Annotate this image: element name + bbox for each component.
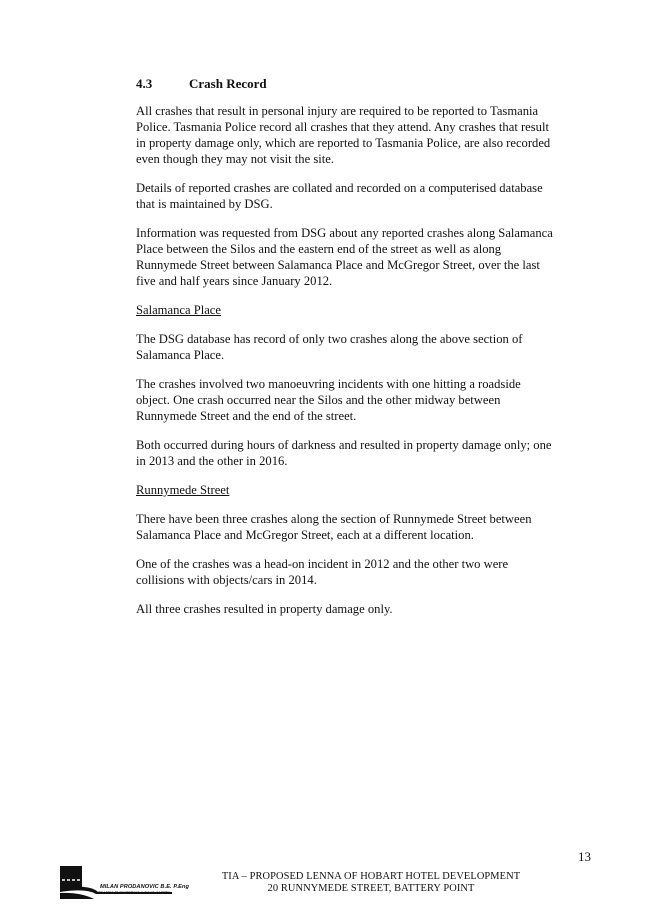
paragraph-request: Information was requested from DSG about any reported crashes along Salamanca Place between the Silos and the eastern end of the street as well as along Runnymede Street between Salamanca Place and McGregor Street, over the last five and half years since January 2012. [136, 226, 553, 288]
paragraph-salamanca-damage: Both occurred during hours of darkness and resulted in property damage only; one in 2013 and the other in 2016. [136, 438, 552, 468]
paragraph-salamanca-record: The DSG database has record of only two crashes along the above section of Salamanca Place. [136, 332, 523, 362]
paragraph-runnymede-damage: All three crashes resulted in property damage only. [136, 602, 393, 616]
section-body [136, 76, 556, 630]
company-logo [60, 866, 189, 902]
footer-title: TIA – PROPOSED LENNA OF HOBART HOTEL DEVELOPMENT [221, 871, 521, 882]
paragraph-salamanca-incidents: The crashes involved two manoeuvring incidents with one hitting a roadside object. One crash occurred near the Silos and the other midway between Runnymede Street and the end of the street. [136, 377, 521, 423]
paragraph-runnymede-types: One of the crashes was a head-on incident in 2012 and the other two were collisions with objects/cars in 2014. [136, 557, 509, 587]
page-footer [200, 871, 542, 895]
subheading-runnymede-street: Runnymede Street [136, 483, 230, 497]
subheading-salamanca-place: Salamanca Place [136, 303, 221, 317]
paragraph-database: Details of reported crashes are collated and recorded on a computerised database that is maintained by DSG. [136, 181, 543, 211]
page-number: 13 [578, 849, 591, 864]
paragraph-reporting: All crashes that result in personal injury are required to be reported to Tasmania Police. Tasmania Police record all crashes that they attend. Any crashes that result in property damage only, which are reported to Tasmania Police, are also recorded even though they may not visit the site. [136, 104, 551, 166]
logo-tagline-text: TRAFFIC ENGINEERING & ROAD SAFETY [98, 891, 170, 895]
footer-address: 20 RUNNYMEDE STREET, BATTERY POINT [267, 883, 475, 894]
logo-name-text: MILAN PRODANOVIC B.E. P.Eng [100, 884, 189, 890]
paragraph-runnymede-crashes: There have been three crashes along the section of Runnymede Street between Salamanca Place and McGregor Street, each at a different location. [136, 512, 532, 542]
section-heading [136, 76, 556, 92]
section-title: Crash Record [189, 76, 267, 91]
section-number: 4.3 [136, 76, 153, 91]
